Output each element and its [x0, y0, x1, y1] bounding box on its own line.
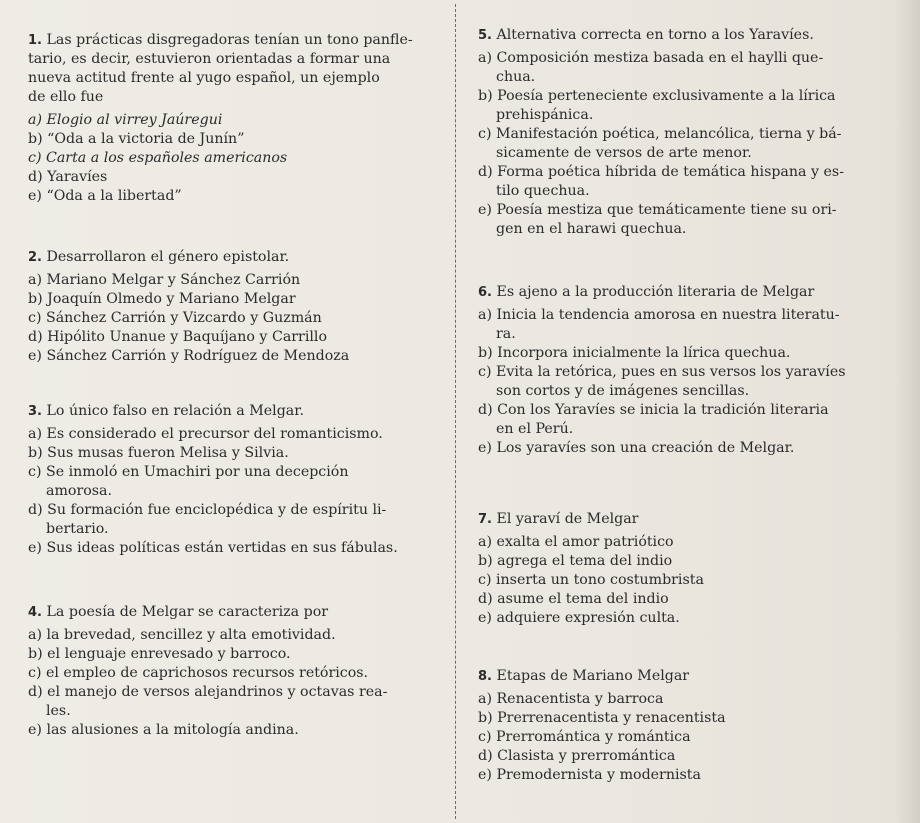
- option-e[interactable]: e) Poesía mestiza que temáticamente tiene su ori-: [478, 202, 837, 218]
- question-stem-line: La poesía de Melgar se caracteriza por: [46, 604, 329, 620]
- option-e[interactable]: e) adquiere expresión culta.: [478, 610, 680, 626]
- option-c[interactable]: c) Se inmoló en Umachiri por una decepción: [28, 464, 349, 480]
- question-4: [28, 603, 443, 740]
- option-c[interactable]: c) inserta un tono costumbrista: [478, 572, 704, 588]
- question-number: 3.: [28, 404, 47, 419]
- question-1: [28, 31, 443, 206]
- option-c[interactable]: c) Prerromántica y romántica: [478, 729, 691, 745]
- option-b[interactable]: b) Prerrenacentista y renacentista: [478, 710, 726, 726]
- question-stem-line: Desarrollaron el género epistolar.: [46, 249, 290, 265]
- option-b-continuation: prehispánica.: [496, 107, 594, 123]
- option-d[interactable]: d) Clasista y prerromántica: [478, 748, 676, 764]
- option-d[interactable]: d) Hipólito Unanue y Baquíjano y Carrillo: [28, 329, 327, 345]
- option-e[interactable]: e) Premodernista y modernista: [478, 767, 701, 783]
- option-b[interactable]: b) Sus musas fueron Melisa y Silvia.: [28, 445, 289, 461]
- option-b[interactable]: b) Incorpora inicialmente la lírica quechua.: [478, 345, 791, 361]
- question-number: 1.: [28, 33, 47, 48]
- option-e[interactable]: e) Los yaravíes son una creación de Melgar.: [478, 440, 795, 456]
- option-d[interactable]: d) asume el tema del indio: [478, 591, 669, 607]
- option-e[interactable]: e) las alusiones a la mitología andina.: [28, 722, 299, 738]
- option-a[interactable]: a) la brevedad, sencillez y alta emotividad.: [28, 627, 336, 643]
- option-e[interactable]: e) Sus ideas políticas están vertidas en sus fábulas.: [28, 540, 398, 556]
- option-d-continuation: les.: [46, 703, 71, 719]
- option-a[interactable]: a) Elogio al virrey Jaúregui: [28, 112, 223, 128]
- option-a[interactable]: a) exalta el amor patriótico: [478, 534, 674, 550]
- question-6: [478, 283, 913, 458]
- option-d-continuation: en el Perú.: [496, 421, 574, 437]
- question-number: 8.: [478, 669, 497, 684]
- option-a-continuation: ra.: [496, 326, 516, 342]
- option-d[interactable]: d) Su formación fue enciclopédica y de espíritu li-: [28, 502, 387, 518]
- question-number: 5.: [478, 28, 497, 43]
- question-number: 6.: [478, 285, 497, 300]
- option-b[interactable]: b) el lenguaje enrevesado y barroco.: [28, 646, 291, 662]
- option-e[interactable]: e) “Oda a la libertad”: [28, 188, 182, 204]
- column-divider: [455, 4, 456, 819]
- option-a[interactable]: a) Renacentista y barroca: [478, 691, 664, 707]
- option-c[interactable]: c) el empleo de caprichosos recursos retóricos.: [28, 665, 369, 681]
- question-5: [478, 26, 913, 239]
- question-stem-line: de ello fue: [28, 89, 104, 105]
- question-stem-line: Etapas de Mariano Melgar: [496, 668, 690, 684]
- option-c[interactable]: c) Sánchez Carrión y Vizcardo y Guzmán: [28, 310, 322, 326]
- question-number: 2.: [28, 250, 47, 265]
- option-d[interactable]: d) Forma poética híbrida de temática hispana y es-: [478, 164, 844, 180]
- question-stem-line: Las prácticas disgregadoras tenían un tono panfle-: [46, 32, 413, 48]
- option-b[interactable]: b) agrega el tema del indio: [478, 553, 673, 569]
- option-c-continuation: sicamente de versos de arte menor.: [496, 145, 752, 161]
- question-stem-line: Es ajeno a la producción literaria de Melgar: [496, 284, 815, 300]
- option-a-continuation: chua.: [496, 69, 536, 85]
- question-2: [28, 248, 443, 366]
- question-stem-line: Lo único falso en relación a Melgar.: [46, 403, 304, 419]
- option-e-continuation: gen en el harawi quechua.: [496, 221, 687, 237]
- option-a[interactable]: a) Inicia la tendencia amorosa en nuestra literatu-: [478, 307, 840, 323]
- question-8: [478, 667, 913, 785]
- option-c[interactable]: c) Carta a los españoles americanos: [28, 150, 288, 166]
- question-stem-line: El yaraví de Melgar: [496, 511, 639, 527]
- question-stem-line: Alternativa correcta en torno a los Yaravíes.: [496, 27, 814, 43]
- option-d[interactable]: d) el manejo de versos alejandrinos y octavas rea-: [28, 684, 388, 700]
- option-d[interactable]: d) Con los Yaravíes se inicia la tradición literaria: [478, 402, 829, 418]
- option-d[interactable]: d) Yaravíes: [28, 169, 108, 185]
- option-e[interactable]: e) Sánchez Carrión y Rodríguez de Mendoza: [28, 348, 350, 364]
- question-stem-line: tario, es decir, estuvieron orientadas a formar una: [28, 51, 391, 67]
- question-stem-line: nueva actitud frente al yugo español, un ejemplo: [28, 70, 380, 86]
- option-b[interactable]: b) Joaquín Olmedo y Mariano Melgar: [28, 291, 296, 307]
- option-a[interactable]: a) Es considerado el precursor del romanticismo.: [28, 426, 383, 442]
- option-d-continuation: bertario.: [46, 521, 109, 537]
- option-a[interactable]: a) Composición mestiza basada en el haylli que-: [478, 50, 824, 66]
- option-d-continuation: tilo quechua.: [496, 183, 590, 199]
- option-c[interactable]: c) Evita la retórica, pues en sus versos los yaravíes: [478, 364, 846, 380]
- question-number: 4.: [28, 605, 47, 620]
- option-b[interactable]: b) “Oda a la victoria de Junín”: [28, 131, 245, 147]
- option-c[interactable]: c) Manifestación poética, melancólica, tierna y bá-: [478, 126, 842, 142]
- page-edge-shadow: [894, 0, 920, 823]
- option-b[interactable]: b) Poesía perteneciente exclusivamente a la lírica: [478, 88, 836, 104]
- question-7: [478, 510, 913, 628]
- option-c-continuation: amorosa.: [46, 483, 113, 499]
- option-a[interactable]: a) Mariano Melgar y Sánchez Carrión: [28, 272, 301, 288]
- option-c-continuation: son cortos y de imágenes sencillas.: [496, 383, 750, 399]
- question-number: 7.: [478, 512, 497, 527]
- question-3: [28, 402, 443, 558]
